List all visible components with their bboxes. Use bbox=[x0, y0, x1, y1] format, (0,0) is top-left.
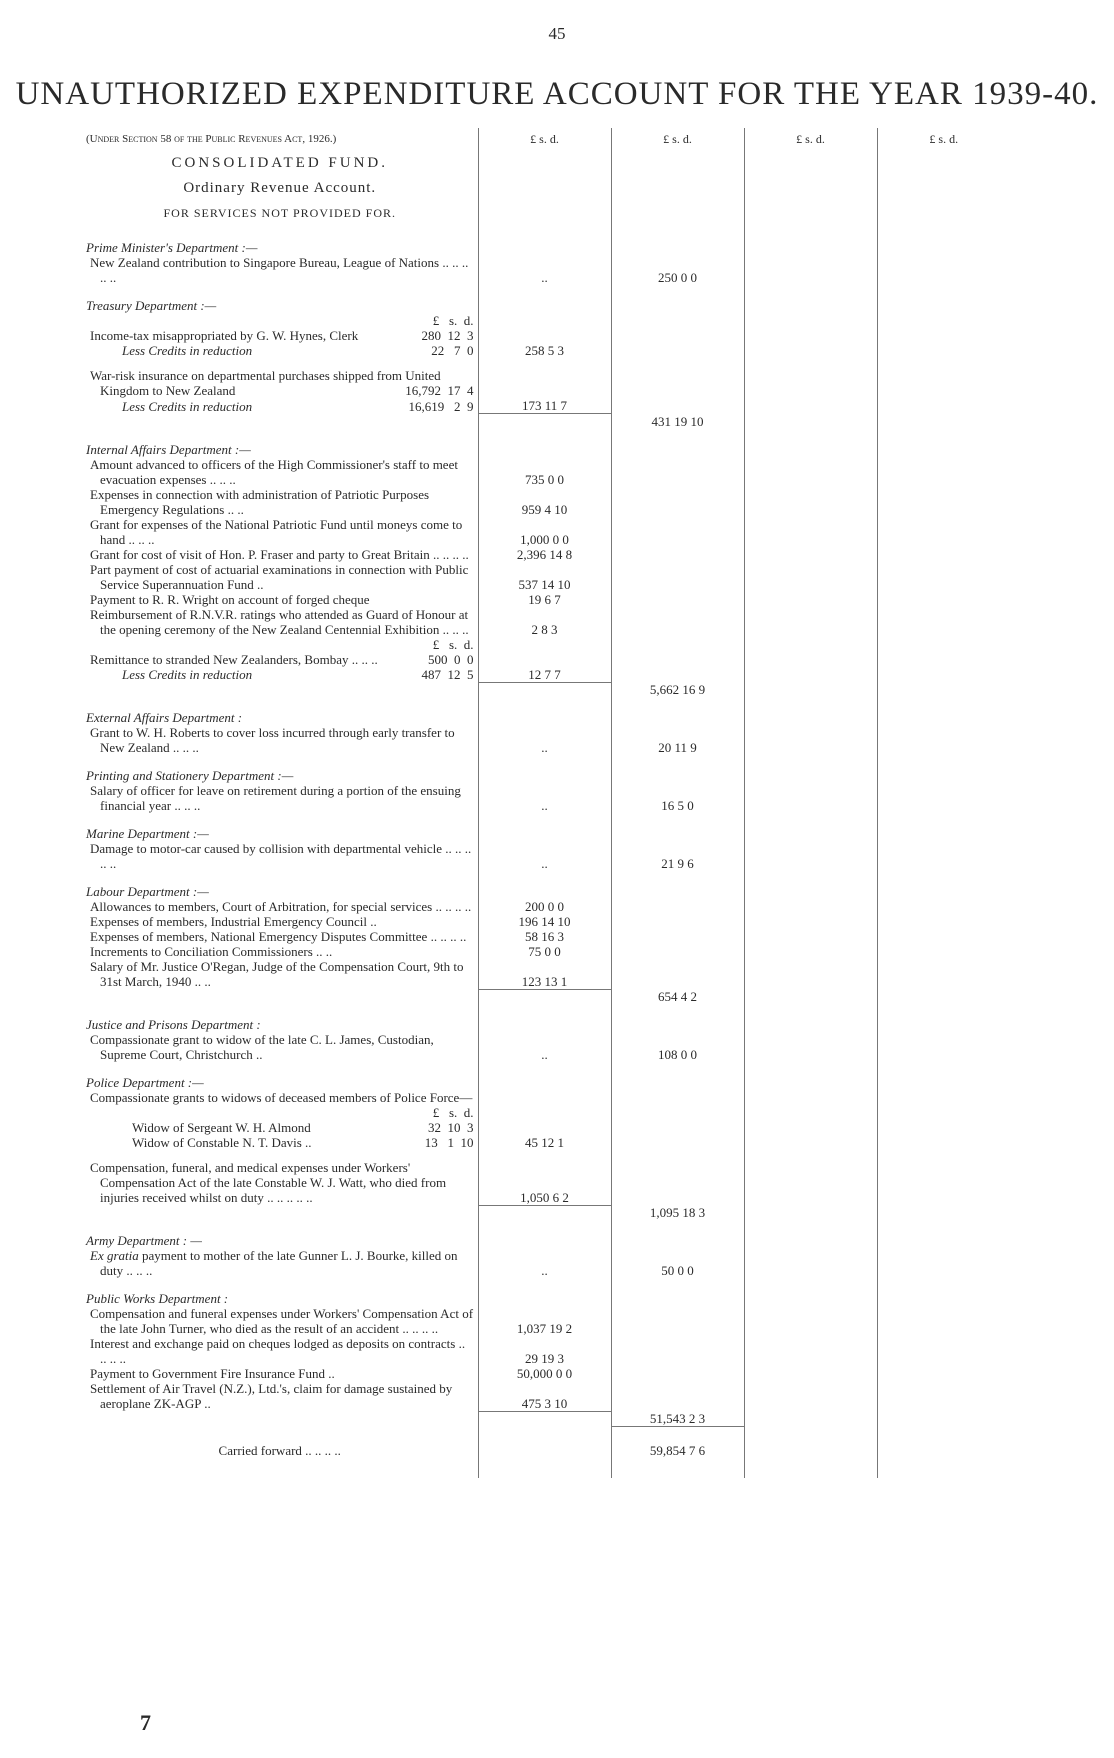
subtotal-row bbox=[74, 1411, 1010, 1427]
sub-amount: 16,792 17 4 bbox=[405, 383, 474, 398]
dept-heading-treasury: Treasury Department :— bbox=[86, 298, 217, 313]
carried-forward-total: 59,854 7 6 bbox=[611, 1427, 744, 1478]
sub-amount: 500 0 0 bbox=[428, 651, 474, 667]
line-item: Income-tax misappropriated by G. W. Hynes, Clerk bbox=[90, 328, 359, 343]
table-row bbox=[74, 328, 1010, 343]
currency-header-3: £ s. d. bbox=[744, 128, 877, 150]
sub-amount: 13 1 10 bbox=[424, 1135, 474, 1150]
line-item: Interest and exchange paid on cheques lodged as deposits on contracts .. .. .. .. bbox=[90, 1336, 466, 1366]
table-row bbox=[74, 1381, 1010, 1411]
line-item: Expenses of members, National Emergency Disputes Committee .. .. .. .. bbox=[90, 929, 467, 944]
line-item: Damage to motor-car caused by collision with departmental vehicle .. .. .. .. .. bbox=[90, 841, 472, 871]
table-row bbox=[74, 914, 1010, 929]
table-row bbox=[74, 547, 1010, 562]
table-row bbox=[74, 944, 1010, 959]
amount-col1: 1,037 19 2 bbox=[478, 1306, 611, 1336]
sub-currency-header: £ s. d. bbox=[432, 313, 474, 328]
table-row bbox=[74, 1090, 1010, 1105]
line-item: Reimbursement of R.N.V.R. ratings who attended as Guard of Honour at the opening ceremony of the New Zealand Centennial Exhibition .. .. .. bbox=[90, 606, 469, 637]
amount-col1: 959 4 10 bbox=[478, 487, 611, 517]
account-heading: Ordinary Revenue Account. bbox=[183, 180, 377, 196]
sub-amount: 32 10 3 bbox=[428, 1120, 474, 1135]
amount-col2: 21 9 6 bbox=[611, 841, 744, 871]
amount-col1: 735 0 0 bbox=[478, 457, 611, 487]
sub-amount: 280 12 3 bbox=[421, 328, 474, 343]
dept-heading-police: Police Department :— bbox=[86, 1075, 204, 1090]
table-row bbox=[74, 1336, 1010, 1366]
amount-col1: 45 12 1 bbox=[478, 1135, 611, 1150]
line-item: War-risk insurance on departmental purchases shipped from United Kingdom to New Zealand bbox=[90, 368, 441, 398]
line-item: Salary of officer for leave on retirement during a portion of the ensuing financial year .. .. .. bbox=[90, 783, 461, 813]
table-row bbox=[74, 255, 1010, 285]
amount-col1: 2 8 3 bbox=[478, 607, 611, 637]
table-row bbox=[74, 358, 1010, 398]
table-row bbox=[74, 487, 1010, 517]
amount-col1: 537 14 10 bbox=[478, 562, 611, 592]
dept-heading-labour: Labour Department :— bbox=[86, 884, 209, 899]
amount-col1: 75 0 0 bbox=[478, 944, 611, 959]
signature-number: 7 bbox=[140, 1710, 151, 1735]
line-item: Compensation and funeral expenses under Workers' Compensation Act of the late John Turner, who died as the result of an accident .. .. .. .. bbox=[90, 1306, 474, 1336]
amount-col1: .. bbox=[478, 1032, 611, 1062]
amount-col1: 12 7 7 bbox=[478, 667, 611, 683]
line-item: Payment to R. R. Wright on account of forged cheque bbox=[90, 591, 370, 607]
line-item: Grant for expenses of the National Patriotic Fund until moneys come to hand .. .. .. bbox=[90, 516, 463, 547]
sub-amount: 487 12 5 bbox=[421, 667, 474, 682]
amount-col1: .. bbox=[478, 725, 611, 755]
line-item: Salary of Mr. Justice O'Regan, Judge of the Compensation Court, 9th to 31st March, 1940 .. .. bbox=[90, 959, 464, 989]
sub-currency-header: £ s. d. bbox=[432, 1105, 474, 1120]
amount-col1: 29 19 3 bbox=[478, 1336, 611, 1366]
table-row bbox=[74, 607, 1010, 637]
table-row bbox=[74, 1032, 1010, 1062]
amount-col1: 200 0 0 bbox=[478, 899, 611, 914]
amount-col2: 108 0 0 bbox=[611, 1032, 744, 1062]
dept-total: 5,662 16 9 bbox=[611, 682, 744, 697]
line-item: Compassionate grants to widows of deceased members of Police Force— bbox=[90, 1090, 473, 1105]
amount-col1: 475 3 10 bbox=[478, 1381, 611, 1411]
less-label: Less Credits in reduction bbox=[122, 343, 253, 358]
amount-col1: .. bbox=[478, 255, 611, 285]
amount-col1: 123 13 1 bbox=[478, 959, 611, 989]
line-item: Payment to Government Fire Insurance Fund .. bbox=[90, 1366, 335, 1381]
currency-header-1: £ s. d. bbox=[478, 128, 611, 150]
table-row bbox=[74, 592, 1010, 607]
table-row bbox=[74, 959, 1010, 989]
table-row bbox=[74, 841, 1010, 871]
table-row bbox=[74, 667, 1010, 683]
subtotal-row bbox=[74, 989, 1010, 1004]
dept-heading-marine: Marine Department :— bbox=[86, 826, 209, 841]
subtotal-row bbox=[74, 414, 1010, 429]
amount-col1: .. bbox=[478, 841, 611, 871]
amount-col1: 58 16 3 bbox=[478, 929, 611, 944]
line-item: Allowances to members, Court of Arbitration, for special services .. .. .. .. bbox=[90, 899, 472, 914]
table-row bbox=[74, 1120, 1010, 1135]
line-item: Compassionate grant to widow of the late C. L. James, Custodian, Supreme Court, Christchurch .. bbox=[90, 1032, 434, 1062]
amount-col2: 250 0 0 bbox=[611, 255, 744, 285]
table-row bbox=[74, 899, 1010, 914]
sub-currency-header: £ s. d. bbox=[432, 636, 474, 652]
line-item: New Zealand contribution to Singapore Bureau, League of Nations .. .. .. .. .. bbox=[90, 255, 469, 285]
table-header-row bbox=[74, 128, 1010, 150]
amount-col1: 50,000 0 0 bbox=[478, 1366, 611, 1381]
table-row bbox=[74, 398, 1010, 414]
sub-amount: 16,619 2 9 bbox=[408, 398, 474, 414]
dept-heading-pm: Prime Minister's Department :— bbox=[86, 240, 258, 255]
table-row bbox=[74, 1150, 1010, 1205]
dept-total: 1,095 18 3 bbox=[611, 1205, 744, 1220]
line-item: Amount advanced to officers of the High Commissioner's staff to meet evacuation expenses .. .. .. bbox=[90, 456, 458, 487]
amount-col2: 20 11 9 bbox=[611, 725, 744, 755]
dept-total: 654 4 2 bbox=[611, 989, 744, 1004]
less-label: Less Credits in reduction bbox=[122, 667, 253, 682]
authority-note: (Under Section 58 of the Public Revenues Act, 1926.) bbox=[86, 132, 337, 145]
carried-forward-row bbox=[74, 1427, 1010, 1478]
table-row bbox=[74, 1248, 1010, 1278]
table-row bbox=[74, 562, 1010, 592]
expenditure-table bbox=[74, 128, 1010, 1478]
dept-heading-pwd: Public Works Department : bbox=[86, 1291, 229, 1306]
section-heading: FOR SERVICES NOT PROVIDED FOR. bbox=[163, 206, 397, 220]
line-item: Widow of Sergeant W. H. Almond bbox=[132, 1120, 311, 1135]
table-row bbox=[74, 517, 1010, 547]
amount-col2: 16 5 0 bbox=[611, 783, 744, 813]
amount-col1: 19 6 7 bbox=[478, 592, 611, 607]
page-title: UNAUTHORIZED EXPENDITURE ACCOUNT FOR THE YEAR 1939-40. bbox=[15, 76, 1099, 112]
table-row bbox=[74, 1366, 1010, 1381]
dept-heading-printing: Printing and Stationery Department :— bbox=[86, 768, 294, 783]
table-row bbox=[74, 1306, 1010, 1336]
amount-col1: 1,000 0 0 bbox=[478, 517, 611, 547]
line-item: Settlement of Air Travel (N.Z.), Ltd.'s, claim for damage sustained by aeroplane ZK-AGP .. bbox=[90, 1381, 453, 1411]
amount-col1: .. bbox=[478, 783, 611, 813]
table-row bbox=[74, 783, 1010, 813]
line-item: Expenses of members, Industrial Emergency Council .. bbox=[90, 914, 377, 929]
line-item: payment to mother of the late Gunner L. J. Bourke, killed on duty .. .. .. bbox=[100, 1248, 458, 1278]
dept-heading-army: Army Department : — bbox=[86, 1233, 202, 1248]
amount-col1: 173 11 7 bbox=[478, 398, 611, 414]
line-item: Part payment of cost of actuarial examinations in connection with Public Service Superannuation Fund .. bbox=[90, 561, 469, 592]
less-label: Less Credits in reduction bbox=[122, 398, 253, 414]
table-row bbox=[74, 457, 1010, 487]
line-item: Remittance to stranded New Zealanders, Bombay .. .. .. bbox=[90, 651, 378, 667]
amount-col1: 1,050 6 2 bbox=[478, 1150, 611, 1205]
dept-heading-internal: Internal Affairs Department :— bbox=[86, 441, 251, 457]
currency-header-4: £ s. d. bbox=[877, 128, 1010, 150]
dept-total: 51,543 2 3 bbox=[611, 1411, 744, 1427]
table-row bbox=[74, 725, 1010, 755]
page-number: 45 bbox=[548, 24, 566, 43]
table-row bbox=[74, 929, 1010, 944]
ex-gratia-label: Ex gratia bbox=[90, 1248, 139, 1263]
dept-heading-external: External Affairs Department : bbox=[86, 710, 243, 725]
line-item: Compensation, funeral, and medical expenses under Workers' Compensation Act of the late Constable W. J. Watt, who died from injuries received whilst on duty .. .. .. .. .. bbox=[90, 1160, 447, 1205]
sub-amount: 22 7 0 bbox=[431, 343, 474, 358]
subtotal-row bbox=[74, 682, 1010, 697]
dept-total: 431 19 10 bbox=[611, 414, 744, 429]
line-item: Grant to W. H. Roberts to cover loss incurred through early transfer to New Zealand .. .. .. bbox=[90, 725, 455, 755]
amount-col1: 196 14 10 bbox=[478, 914, 611, 929]
amount-col1: .. bbox=[478, 1248, 611, 1278]
line-item: Expenses in connection with administration of Patriotic Purposes Emergency Regulations .. .. bbox=[90, 486, 430, 517]
amount-col1: 2,396 14 8 bbox=[478, 547, 611, 562]
amount-col1: 258 5 3 bbox=[478, 343, 611, 358]
line-item: Increments to Conciliation Commissioners .. .. bbox=[90, 944, 333, 959]
line-item: Widow of Constable N. T. Davis .. bbox=[132, 1135, 312, 1150]
subtotal-row bbox=[74, 1205, 1010, 1220]
currency-header-2: £ s. d. bbox=[611, 128, 744, 150]
table-row bbox=[74, 652, 1010, 667]
line-item: Grant for cost of visit of Hon. P. Fraser and party to Great Britain .. .. .. .. bbox=[90, 546, 469, 562]
table-row bbox=[74, 1135, 1010, 1150]
carried-forward-label: Carried forward .. .. .. .. bbox=[218, 1442, 341, 1458]
table-row bbox=[74, 343, 1010, 358]
dept-heading-justice: Justice and Prisons Department : bbox=[86, 1017, 261, 1032]
fund-heading: CONSOLIDATED FUND. bbox=[171, 155, 388, 171]
amount-col2: 50 0 0 bbox=[611, 1248, 744, 1278]
